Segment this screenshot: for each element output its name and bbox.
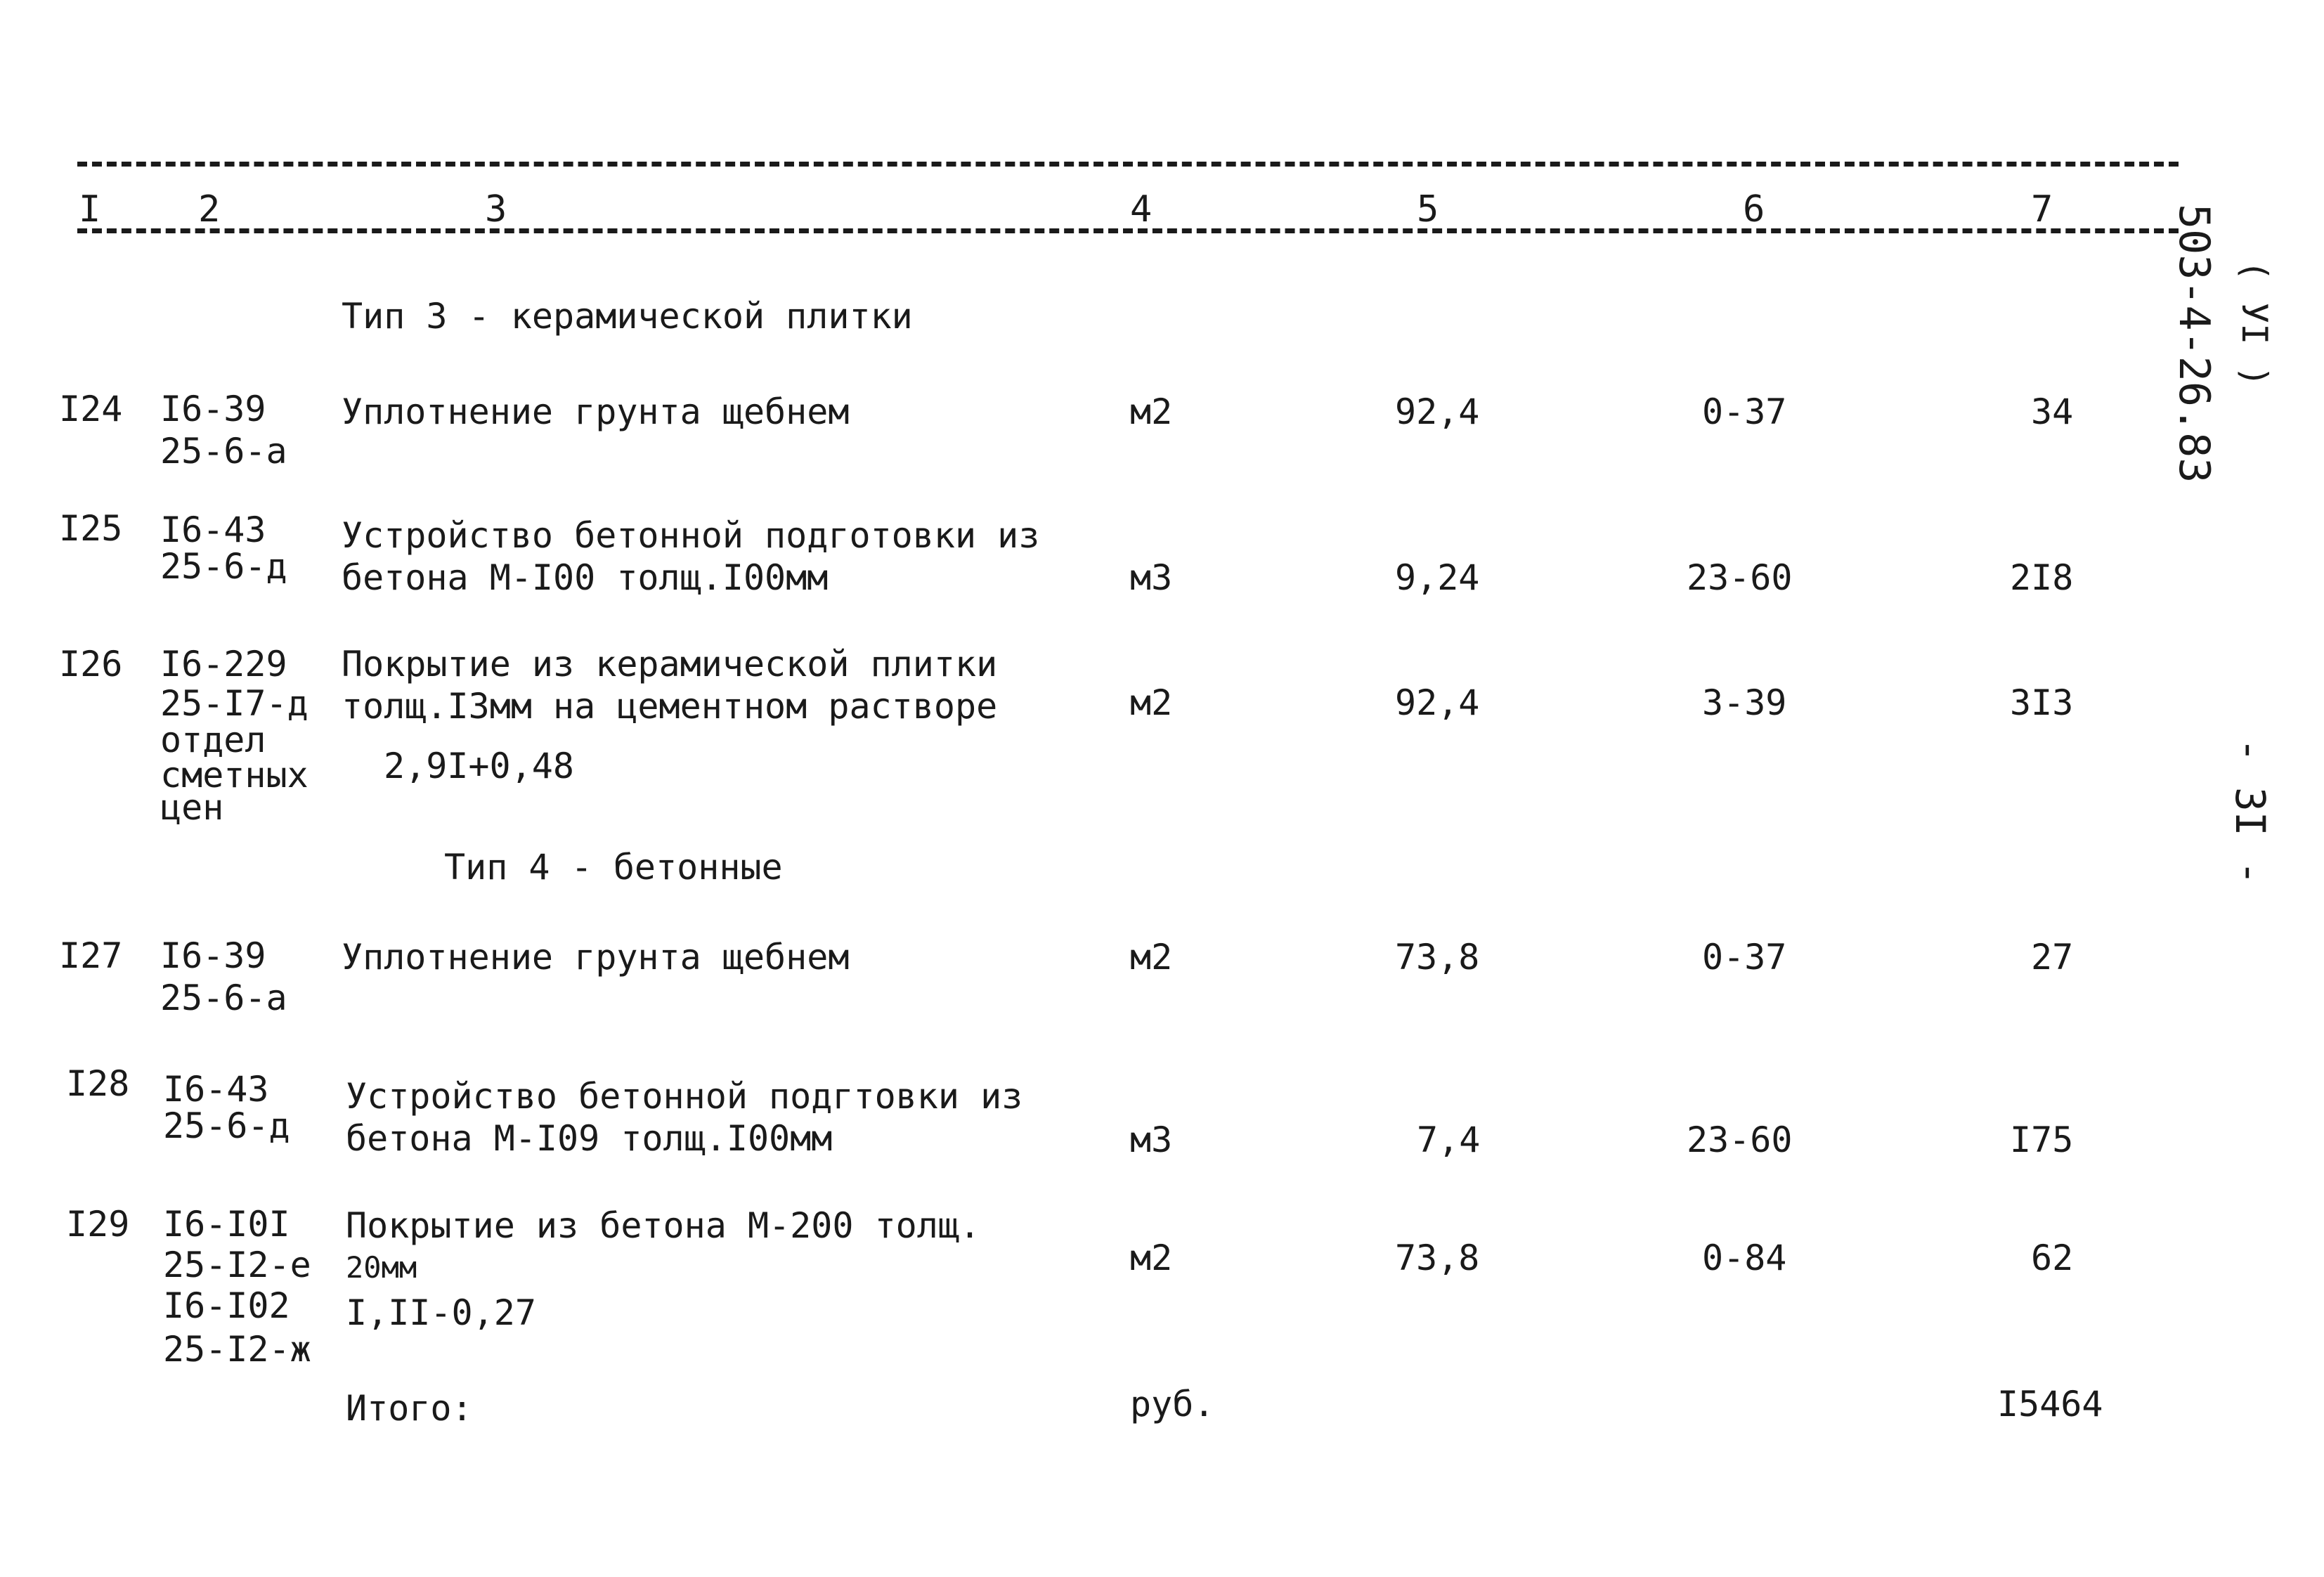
code-line: I6-39 [160, 389, 266, 429]
row-total: 3I3 [2010, 682, 2074, 723]
row-quantity: 73,8 [1395, 937, 1480, 978]
row-description [346, 1075, 1023, 1160]
col-header-6: 6 [1743, 188, 1765, 231]
row-unit: м2 [1130, 937, 1173, 978]
code-line: сметных [160, 755, 309, 796]
total-value: I5464 [1997, 1384, 2103, 1425]
row-total: 62 [2031, 1238, 2074, 1278]
code-line: отдел [160, 720, 266, 760]
row-codes [163, 1068, 290, 1147]
row-description: Уплотнение грунта щебнем [342, 391, 850, 432]
row-codes [160, 388, 287, 472]
row-unit-price: 0-37 [1702, 937, 1787, 978]
row-formula: 2,9I+0,48 [384, 746, 574, 786]
code-line: 25-I2-ж [163, 1329, 311, 1370]
code-line: I6-43 [160, 510, 266, 550]
description-line: бетона М-I00 толщ.I00мм [342, 557, 829, 598]
row-codes [160, 935, 287, 1019]
code-line: I6-I02 [163, 1285, 290, 1326]
row-total: I75 [2010, 1120, 2074, 1160]
row-unit-price: 23-60 [1687, 1120, 1793, 1160]
row-total: 27 [2031, 937, 2074, 978]
row-description [342, 643, 997, 727]
code-line: I6-I0I [163, 1204, 290, 1245]
description-line: Покрытие из бетона М-200 толщ. [346, 1205, 981, 1246]
row-codes [163, 1203, 311, 1370]
code-line: 25-6-a [160, 978, 287, 1018]
row-unit: м3 [1130, 1120, 1173, 1160]
row-quantity: 92,4 [1395, 391, 1480, 432]
section-heading-type3: Тип 3 - керамической плитки [342, 296, 913, 337]
col-header-3: 3 [485, 188, 507, 231]
code-line: I6-43 [163, 1069, 269, 1110]
code-line: цен [160, 787, 224, 828]
row-number: I28 [66, 1063, 130, 1104]
row-unit: м2 [1130, 682, 1173, 723]
code-line: I6-39 [160, 935, 266, 976]
col-header-2: 2 [198, 188, 221, 231]
row-unit: м2 [1130, 391, 1173, 432]
code-line: 25-6-a [160, 431, 287, 472]
header-bottom-rule [77, 228, 2179, 233]
description-line: Устройство бетонной подготовки из [342, 515, 1040, 556]
row-quantity: 9,24 [1395, 557, 1480, 598]
row-codes [160, 509, 287, 588]
row-quantity: 73,8 [1395, 1238, 1480, 1278]
col-header-7: 7 [2031, 188, 2053, 231]
row-total: 34 [2031, 391, 2074, 432]
row-number: I26 [59, 644, 123, 684]
row-quantity: 92,4 [1395, 682, 1480, 723]
row-unit-price: 3-39 [1702, 682, 1787, 723]
page-number: - 3I - [2226, 738, 2274, 885]
code-line: 25-6-д [163, 1105, 290, 1146]
description-line: толщ.I3мм на цементном растворе [342, 686, 998, 727]
document-subcode: ( УI ) [2234, 260, 2275, 387]
row-total: 2I8 [2010, 557, 2074, 598]
col-header-1: I [79, 188, 101, 231]
row-unit-price: 0-37 [1702, 391, 1787, 432]
description-line: бетона М-I09 толщ.I00мм [346, 1118, 833, 1159]
code-line: 25-I7-д [160, 683, 309, 724]
code-line: 25-6-д [160, 546, 287, 587]
description-line: Покрытие из керамической плитки [342, 644, 998, 684]
row-number: I29 [66, 1204, 130, 1245]
description-line: Устройство бетонной подгтовки из [346, 1076, 1023, 1117]
code-line: I6-229 [160, 644, 287, 684]
row-number: I24 [59, 389, 123, 429]
row-description [346, 1205, 980, 1289]
document-code: 503-4-26.83 [2169, 204, 2219, 484]
total-unit: руб. [1130, 1384, 1215, 1425]
col-header-4: 4 [1130, 188, 1153, 231]
col-header-5: 5 [1417, 188, 1439, 231]
row-unit-price: 0-84 [1702, 1238, 1787, 1278]
description-line: 20мм [346, 1250, 417, 1285]
row-description [342, 514, 1039, 599]
row-formula: I,II-0,27 [346, 1292, 536, 1333]
code-line: 25-I2-е [163, 1245, 311, 1285]
row-description: Уплотнение грунта щебнем [342, 937, 850, 978]
row-number: I27 [59, 935, 123, 976]
row-unit-price: 23-60 [1687, 557, 1793, 598]
row-number: I25 [59, 508, 123, 549]
section-heading-type4: Тип 4 - бетонные [444, 847, 783, 888]
row-codes [160, 643, 309, 829]
header-top-rule [77, 162, 2179, 167]
row-quantity: 7,4 [1417, 1120, 1481, 1160]
row-unit: м3 [1130, 557, 1173, 598]
total-label: Итого: [346, 1388, 473, 1429]
row-unit: м2 [1130, 1238, 1173, 1278]
